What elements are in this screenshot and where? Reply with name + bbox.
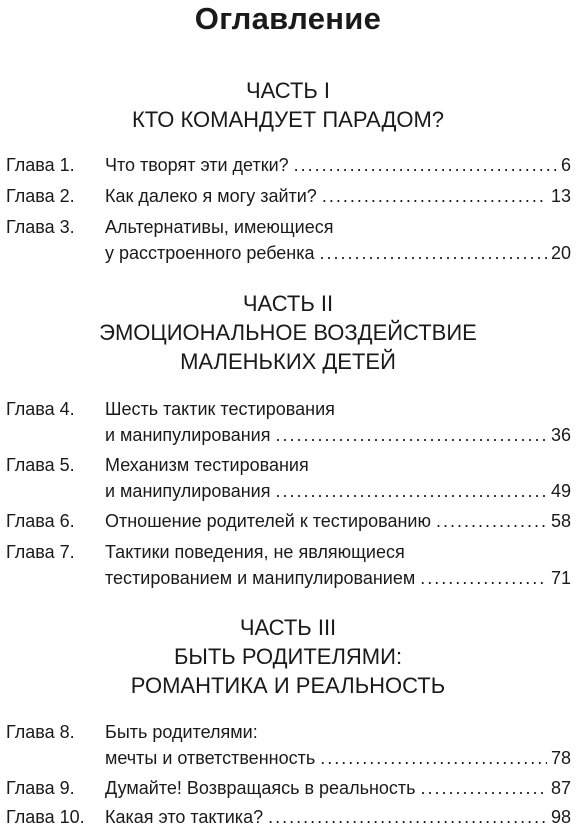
- dot-leader: [436, 508, 547, 534]
- chapter-label: Глава 3.: [6, 217, 75, 237]
- page-number: 6: [560, 155, 571, 175]
- chapter-title-continued: тестированием и манипулированием: [105, 568, 416, 588]
- page-number: 87: [550, 778, 571, 798]
- page-number: 13: [550, 186, 571, 206]
- chapter-title-continued: и манипулирования: [105, 425, 271, 445]
- chapter-label: Глава 10.: [6, 807, 85, 827]
- part-title: БЫТЬ РОДИТЕЛЯМИ:: [173, 644, 403, 669]
- part-number: ЧАСТЬ II: [242, 291, 334, 316]
- chapter-title: Механизм тестирования: [105, 455, 309, 475]
- page-number: 49: [550, 481, 571, 501]
- chapter-title: Как далеко я могу зайти?: [105, 186, 317, 206]
- chapter-title: Думайте! Возвращаясь в реальность: [105, 778, 416, 798]
- part-title: МАЛЕНЬКИХ ДЕТЕЙ: [180, 349, 396, 374]
- chapter-title: Шесть тактик тестирования: [105, 399, 335, 419]
- page-number: 58: [550, 511, 571, 531]
- part-heading: [0, 289, 576, 376]
- chapter-label: Глава 6.: [6, 511, 75, 531]
- toc-entry[interactable]: [6, 452, 571, 504]
- toc-entry[interactable]: [6, 183, 571, 209]
- page-title: Оглавление: [194, 1, 382, 36]
- dot-leader: [320, 240, 547, 266]
- chapter-title: Альтернативы, имеющиеся: [105, 217, 334, 237]
- page-number: 78: [550, 748, 571, 768]
- part-heading: [0, 613, 576, 700]
- page-number: 71: [550, 568, 571, 588]
- chapter-label: Глава 5.: [6, 455, 75, 475]
- page-number: 98: [550, 807, 571, 827]
- chapter-title: Какая это тактика?: [105, 807, 264, 827]
- chapter-label: Глава 4.: [6, 399, 75, 419]
- toc-entry[interactable]: [6, 804, 571, 830]
- chapter-title-continued: у расстроенного ребенка: [105, 243, 315, 263]
- chapter-title: Отношение родителей к тестированию: [105, 511, 431, 531]
- dot-leader: [421, 775, 547, 801]
- chapter-title-continued: и манипулирования: [105, 481, 271, 501]
- chapter-title: Быть родителями:: [105, 722, 258, 742]
- chapter-title: Что творят эти детки?: [105, 155, 289, 175]
- toc-entry[interactable]: [6, 539, 571, 591]
- part-number: ЧАСТЬ I: [245, 78, 331, 103]
- dot-leader: [320, 745, 547, 771]
- part-title: КТО КОМАНДУЕТ ПАРАДОМ?: [131, 107, 445, 132]
- dot-leader: [268, 804, 547, 830]
- page-number: 36: [550, 425, 571, 445]
- toc-entry[interactable]: [6, 152, 571, 178]
- dot-leader: [420, 565, 547, 591]
- part-title: ЭМОЦИОНАЛЬНОЕ ВОЗДЕЙСТВИЕ: [99, 320, 477, 345]
- chapter-title: Тактики поведения, не являющиеся: [105, 542, 405, 562]
- part-title: РОМАНТИКА И РЕАЛЬНОСТЬ: [130, 673, 446, 698]
- toc-entry[interactable]: [6, 508, 571, 534]
- page-number: 20: [550, 243, 571, 263]
- dot-leader: [275, 422, 546, 448]
- toc-entry[interactable]: [6, 719, 571, 771]
- dot-leader: [275, 478, 546, 504]
- toc-entry[interactable]: [6, 396, 571, 448]
- toc-entry[interactable]: [6, 775, 571, 801]
- chapter-label: Глава 2.: [6, 186, 75, 206]
- chapter-label: Глава 7.: [6, 542, 75, 562]
- toc-entry[interactable]: [6, 214, 571, 266]
- chapter-label: Глава 9.: [6, 778, 75, 798]
- dot-leader: [294, 152, 557, 178]
- part-number: ЧАСТЬ III: [239, 615, 337, 640]
- dot-leader: [322, 183, 547, 209]
- part-heading: [0, 76, 576, 134]
- chapter-title-continued: мечты и ответственность: [105, 748, 316, 768]
- chapter-label: Глава 1.: [6, 155, 75, 175]
- chapter-label: Глава 8.: [6, 722, 75, 742]
